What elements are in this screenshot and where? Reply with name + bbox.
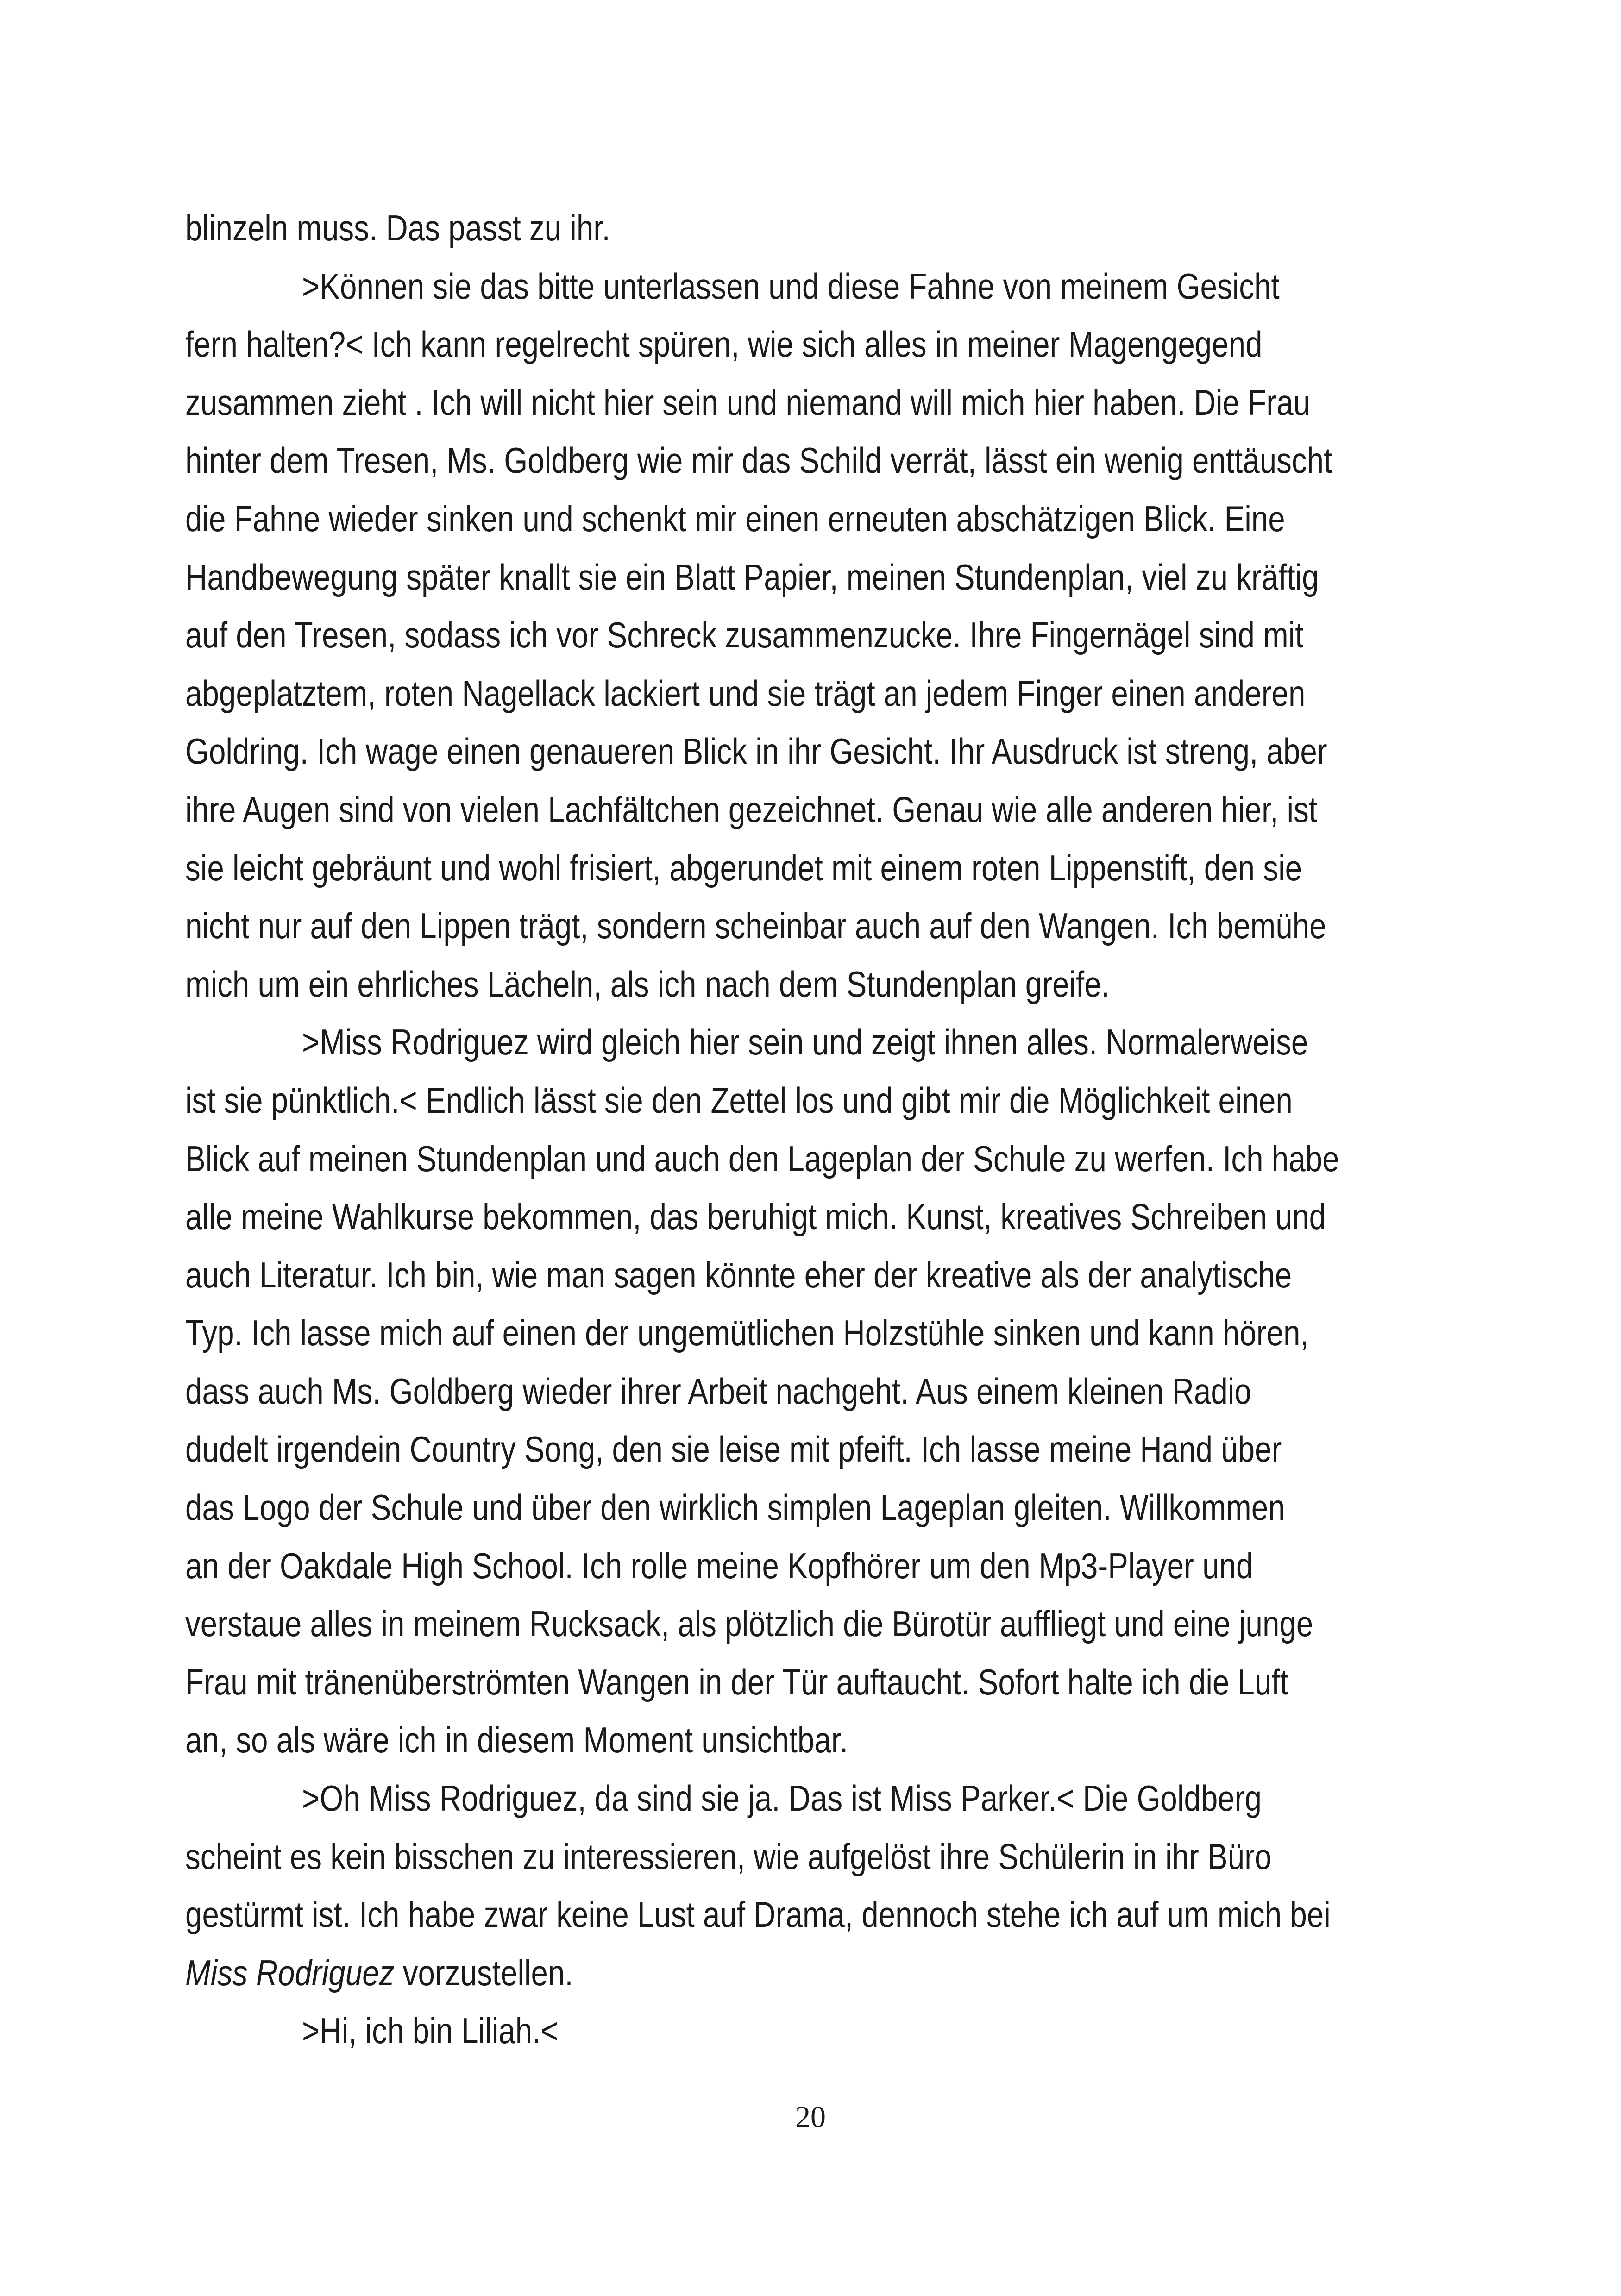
- text-line: Frau mit tränenüberströmten Wangen in der Tür auftaucht. Sofort halte ich die Luft: [185, 1661, 1288, 1702]
- text-line: >Hi, ich bin Liliah.<: [302, 2010, 559, 2051]
- text-line: ist sie pünktlich.< Endlich lässt sie den Zettel los und gibt mir die Möglichkeit einen: [185, 1079, 1293, 1121]
- text-line: >Miss Rodriguez wird gleich hier sein und zeigt ihnen alles. Normalerweise: [302, 1022, 1308, 1063]
- text-line: blinzeln muss. Das passt zu ihr.: [185, 207, 610, 248]
- text-line: alle meine Wahlkurse bekommen, das beruhigt mich. Kunst, kreatives Schreiben und: [185, 1196, 1326, 1237]
- text-line: nicht nur auf den Lippen trägt, sondern scheinbar auch auf den Wangen. Ich bemühe: [185, 905, 1326, 947]
- text-fragment: vorzustellen.: [394, 1952, 573, 1993]
- text-line: auf den Tresen, sodass ich vor Schreck zusammenzucke. Ihre Fingernägel sind mit: [185, 615, 1304, 656]
- text-line: dass auch Ms. Goldberg wieder ihrer Arbeit nachgeht. Aus einem kleinen Radio: [185, 1370, 1251, 1411]
- text-line: Goldring. Ich wage einen genaueren Blick in ihr Gesicht. Ihr Ausdruck ist streng, aber: [185, 731, 1327, 772]
- text-line: an der Oakdale High School. Ich rolle meine Kopfhörer um den Mp3-Player und: [185, 1545, 1253, 1586]
- text-line: das Logo der Schule und über den wirklich simplen Lageplan gleiten. Willkommen: [185, 1487, 1285, 1528]
- text-line: >Oh Miss Rodriguez, da sind sie ja. Das ist Miss Parker.< Die Goldberg: [302, 1778, 1262, 1819]
- text-line: gestürmt ist. Ich habe zwar keine Lust auf Drama, dennoch stehe ich auf um mich bei: [185, 1894, 1331, 1935]
- body-text: [185, 199, 1459, 2060]
- text-line: dudelt irgendein Country Song, den sie leise mit pfeift. Ich lasse meine Hand über: [185, 1429, 1282, 1470]
- italic-name: Miss Rodriguez: [185, 1952, 395, 1993]
- text-line: an, so als wäre ich in diesem Moment unsichtbar.: [185, 1719, 848, 1761]
- text-line: Handbewegung später knallt sie ein Blatt Papier, meinen Stundenplan, viel zu kräftig: [185, 556, 1319, 597]
- text-line: mich um ein ehrliches Lächeln, als ich nach dem Stundenplan greife.: [185, 963, 1110, 1004]
- text-line: die Fahne wieder sinken und schenkt mir einen erneuten abschätzigen Blick. Eine: [185, 498, 1285, 539]
- text-line: scheint es kein bisschen zu interessieren, wie aufgelöst ihre Schülerin in ihr Büro: [185, 1836, 1272, 1877]
- text-line: sie leicht gebräunt und wohl frisiert, abgerundet mit einem roten Lippenstift, den sie: [185, 847, 1302, 888]
- text-line: [185, 1944, 1255, 2002]
- text-line: ihre Augen sind von vielen Lachfältchen gezeichnet. Genau wie alle anderen hier, ist: [185, 789, 1318, 830]
- text-line: zusammen zieht . Ich will nicht hier sein und niemand will mich hier haben. Die Frau: [185, 382, 1310, 423]
- text-line: auch Literatur. Ich bin, wie man sagen könnte eher der kreative als der analytische: [185, 1254, 1292, 1295]
- page-number: 20: [795, 2100, 826, 2134]
- text-line: hinter dem Tresen, Ms. Goldberg wie mir das Schild verrät, lässt ein wenig enttäuscht: [185, 440, 1332, 481]
- text-line: fern halten?< Ich kann regelrecht spüren, wie sich alles in meiner Magengegend: [185, 324, 1263, 365]
- text-line: Typ. Ich lasse mich auf einen der ungemütlichen Holzstühle sinken und kann hören,: [185, 1312, 1309, 1354]
- text-line: >Können sie das bitte unterlassen und diese Fahne von meinem Gesicht: [302, 265, 1280, 307]
- text-line: verstaue alles in meinem Rucksack, als plötzlich die Bürotür auffliegt und eine junge: [185, 1603, 1313, 1644]
- text-line: Blick auf meinen Stundenplan und auch den Lageplan der Schule zu werfen. Ich habe: [185, 1138, 1339, 1179]
- text-line: abgeplatztem, roten Nagellack lackiert und sie trägt an jedem Finger einen anderen: [185, 672, 1306, 714]
